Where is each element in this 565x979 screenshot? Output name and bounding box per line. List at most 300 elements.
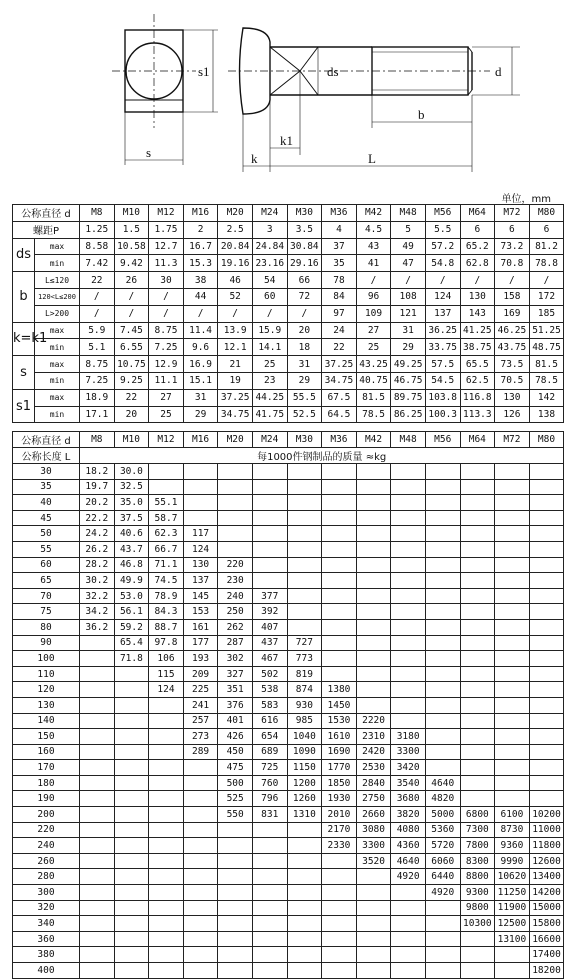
mass-value: 62.3 [149,526,184,542]
mass-value: 2530 [356,760,391,776]
mass-value: 3080 [356,822,391,838]
mass-value: 7800 [460,838,495,854]
mass-value [287,510,322,526]
mass-value: 13400 [529,869,564,885]
mass-value [252,963,287,979]
pitch-value: 6 [529,221,564,238]
dimension-symbol: s [13,356,35,390]
mass-value: 273 [183,729,218,745]
mass-value [356,588,391,604]
pitch-label: 螺距P [13,221,80,238]
mass-value [80,822,115,838]
dimension-value: 65.2 [460,238,495,255]
size-header: M8 [80,432,115,448]
dimension-value: 78.5 [529,372,564,389]
dimension-value: 31 [391,322,426,339]
mass-value [149,713,184,729]
dimension-value: 41.75 [252,406,287,423]
dimension-value: / [529,272,564,289]
dimension-value: 29.16 [287,255,322,272]
dimension-value: 52 [218,288,253,305]
mass-value: 1310 [287,807,322,823]
mass-value: 5720 [425,838,460,854]
dimension-value: 16.7 [183,238,218,255]
mass-value: 1610 [322,729,357,745]
mass-value [80,682,115,698]
mass-value [252,916,287,932]
mass-value: 500 [218,775,253,791]
mass-value [391,541,426,557]
mass-value: 6100 [495,807,530,823]
mass-value: 4640 [425,775,460,791]
dimension-value: 72 [287,288,322,305]
dimension-value: 41 [356,255,391,272]
mass-value [356,900,391,916]
mass-value: 2170 [322,822,357,838]
mass-value: 241 [183,697,218,713]
dimension-value: 46.25 [495,322,530,339]
mass-value: 12500 [495,916,530,932]
dimension-value: 49.25 [391,356,426,373]
mass-value: 15000 [529,900,564,916]
mass-value [495,697,530,713]
dimension-value: 60 [252,288,287,305]
mass-value: 796 [252,791,287,807]
mass-value: 8300 [460,853,495,869]
mass-value: 36.2 [80,619,115,635]
mass-value [529,619,564,635]
mass-value [218,853,253,869]
mass-value [391,900,426,916]
mass-value: 351 [218,682,253,698]
mass-value: 12600 [529,853,564,869]
mass-value [460,604,495,620]
mass-value [287,526,322,542]
mass-value: 1770 [322,760,357,776]
mass-value [356,510,391,526]
mass-value [183,791,218,807]
mass-value: 177 [183,635,218,651]
mass-value: 8800 [460,869,495,885]
mass-value [149,791,184,807]
mass-value [391,682,426,698]
dimension-value: 113.3 [460,406,495,423]
mass-value: 2420 [356,744,391,760]
mass-value [80,931,115,947]
size-header: M48 [391,205,426,222]
mass-value: 5360 [425,822,460,838]
mass-value [322,947,357,963]
dimension-value: 116.8 [460,389,495,406]
dimension-value: 25 [149,406,184,423]
length-value: 130 [13,697,80,713]
dimension-value: 12.9 [149,356,184,373]
dimension-value: 17.1 [80,406,115,423]
mass-value: 437 [252,635,287,651]
mass-value [391,604,426,620]
mass-value: 55.1 [149,495,184,511]
mass-value: 287 [218,635,253,651]
mass-value [529,526,564,542]
mass-value [183,775,218,791]
mass-value [149,744,184,760]
mass-caption: 每1000件钢制品的质量 ≈kg [80,448,564,464]
length-value: 400 [13,963,80,979]
mass-value [425,729,460,745]
mass-value: 35.0 [114,495,149,511]
dimension-symbol: b [13,272,35,322]
mass-value: 3180 [391,729,426,745]
mass-value [425,588,460,604]
dimension-value: 23.16 [252,255,287,272]
dimension-value: 47 [391,255,426,272]
table-row [13,604,564,620]
mass-value: 9360 [495,838,530,854]
mass-value: 2010 [322,807,357,823]
dimension-value: 65.5 [460,356,495,373]
pitch-value: 4.5 [356,221,391,238]
size-header: M48 [391,432,426,448]
length-value: 80 [13,619,80,635]
mass-value [460,791,495,807]
mass-value: 40.6 [114,526,149,542]
mass-value: 6440 [425,869,460,885]
dimension-value: 25 [356,339,391,356]
length-value: 40 [13,495,80,511]
mass-value: 874 [287,682,322,698]
mass-value [218,510,253,526]
mass-value [356,541,391,557]
mass-value: 289 [183,744,218,760]
length-value: 170 [13,760,80,776]
dimension-value: 15.3 [183,255,218,272]
mass-value [287,464,322,480]
dimension-value: 43 [356,238,391,255]
mass-value [149,853,184,869]
dimension-value: 19 [218,372,253,389]
mass-value: 2330 [322,838,357,854]
mass-value [529,713,564,729]
mass-value: 49.9 [114,573,149,589]
mass-value: 727 [287,635,322,651]
mass-value: 302 [218,651,253,667]
mass-value [322,651,357,667]
length-value: 220 [13,822,80,838]
dimension-value: 37 [322,238,357,255]
dimension-symbol: s1 [13,389,35,423]
bolt-drawing [0,0,565,190]
dimension-value: 21 [218,356,253,373]
dimension-value: 130 [495,389,530,406]
mass-value [425,495,460,511]
mass-value [495,588,530,604]
mass-value [391,510,426,526]
dimension-value: 8.58 [80,238,115,255]
table-row [13,651,564,667]
dimension-subrow-label: max [35,322,80,339]
mass-value: 1380 [322,682,357,698]
mass-value [252,510,287,526]
mass-value [529,760,564,776]
dimension-value: 29 [287,372,322,389]
mass-value [322,635,357,651]
dimension-value: 11.4 [183,322,218,339]
mass-value: 24.2 [80,526,115,542]
size-header: M42 [356,432,391,448]
dimension-value: 57.2 [425,238,460,255]
size-header: M56 [425,205,460,222]
mass-value: 124 [149,682,184,698]
dimension-row [13,305,564,322]
dimension-value: 81.5 [529,356,564,373]
mass-value [322,464,357,480]
table-row [13,791,564,807]
dimension-value: 36.25 [425,322,460,339]
mass-value: 550 [218,807,253,823]
dimension-value: 7.25 [80,372,115,389]
mass-value: 220 [218,557,253,573]
dimension-value: 169 [495,305,530,322]
mass-value: 32.2 [80,588,115,604]
dimension-value: 108 [391,288,426,305]
dim-k-label: k [251,151,258,166]
nominal-diameter-label: 公称直径 d [13,205,80,222]
dimension-value: / [391,272,426,289]
mass-value [183,885,218,901]
mass-value [425,931,460,947]
mass-value: 26.2 [80,541,115,557]
dimension-value: 31 [287,356,322,373]
mass-value [356,869,391,885]
pitch-value: 4 [322,221,357,238]
mass-value [460,963,495,979]
mass-value: 10620 [495,869,530,885]
mass-value [356,526,391,542]
mass-value [218,838,253,854]
header-row [13,205,564,222]
mass-value: 56.1 [114,604,149,620]
mass-value: 985 [287,713,322,729]
mass-value: 71.8 [114,651,149,667]
mass-value [425,635,460,651]
dimensions-table [12,204,564,423]
pitch-value: 3 [252,221,287,238]
mass-value [529,729,564,745]
mass-value: 145 [183,588,218,604]
length-value: 300 [13,885,80,901]
dimension-value: 137 [425,305,460,322]
mass-value: 2660 [356,807,391,823]
mass-value [114,807,149,823]
mass-value [529,775,564,791]
size-header: M80 [529,205,564,222]
dimension-value: 29 [183,406,218,423]
mass-value: 46.8 [114,557,149,573]
mass-value [391,495,426,511]
size-header: M10 [114,205,149,222]
mass-value [287,573,322,589]
dimension-value: 138 [529,406,564,423]
mass-value [114,931,149,947]
mass-value: 407 [252,619,287,635]
mass-value [529,682,564,698]
dimension-value: 14.1 [252,339,287,356]
mass-value: 401 [218,713,253,729]
mass-value: 4820 [425,791,460,807]
dim-s1-label: s1 [198,64,210,79]
mass-value [391,464,426,480]
mass-value [114,853,149,869]
dimension-subrow-label: L≤120 [35,272,80,289]
table-row [13,885,564,901]
mass-value [460,713,495,729]
mass-value [460,744,495,760]
mass-value [460,495,495,511]
mass-value: 377 [252,588,287,604]
mass-value: 17400 [529,947,564,963]
mass-value [425,541,460,557]
mass-value [356,495,391,511]
dimension-value: 81.5 [356,389,391,406]
pitch-value: 1.75 [149,221,184,238]
size-header: M30 [287,205,322,222]
pitch-value: 1.25 [80,221,115,238]
length-value: 60 [13,557,80,573]
mass-value [114,666,149,682]
mass-value [529,479,564,495]
mass-value: 53.0 [114,588,149,604]
table-row [13,713,564,729]
mass-value [391,916,426,932]
mass-value [495,666,530,682]
mass-value [529,697,564,713]
mass-value: 230 [218,573,253,589]
mass-value [391,885,426,901]
mass-value [322,869,357,885]
mass-value [495,557,530,573]
mass-value [80,947,115,963]
mass-value [80,885,115,901]
dimension-row [13,406,564,423]
dimension-symbol: k=k1 [13,322,35,356]
size-header: M36 [322,432,357,448]
length-value: 340 [13,916,80,932]
mass-value: 130 [183,557,218,573]
mass-value [149,807,184,823]
dimension-value: 130 [460,288,495,305]
dimension-value: 38 [183,272,218,289]
dim-d-label: d [495,64,502,79]
length-value: 360 [13,931,80,947]
mass-value [460,775,495,791]
dimension-value: 67.5 [322,389,357,406]
length-value: 50 [13,526,80,542]
mass-value [183,807,218,823]
dimension-value: 22 [80,272,115,289]
dimension-subrow-label: min [35,372,80,389]
mass-value [252,885,287,901]
dimension-subrow-label: L>200 [35,305,80,322]
mass-value [80,807,115,823]
mass-value [356,651,391,667]
pitch-value: 5 [391,221,426,238]
table-row [13,573,564,589]
dimension-value: 86.25 [391,406,426,423]
mass-value: 2840 [356,775,391,791]
dimension-value: 81.2 [529,238,564,255]
mass-value [80,713,115,729]
mass-value [114,869,149,885]
mass-value: 773 [287,651,322,667]
dim-L-label: L [368,151,376,166]
mass-value [287,963,322,979]
mass-value [287,541,322,557]
mass-value [460,557,495,573]
mass-value [114,682,149,698]
mass-value [356,619,391,635]
dimension-value: 8.75 [80,356,115,373]
mass-value: 2310 [356,729,391,745]
mass-value [114,744,149,760]
dimension-value: 172 [529,288,564,305]
mass-value: 1530 [322,713,357,729]
mass-value: 97.8 [149,635,184,651]
mass-value [183,947,218,963]
dimension-value: 46 [218,272,253,289]
dimension-value: 34.75 [218,406,253,423]
mass-value [425,713,460,729]
mass-value [114,791,149,807]
mass-value [218,822,253,838]
mass-value: 467 [252,651,287,667]
mass-value [391,635,426,651]
table-row [13,931,564,947]
mass-value [183,495,218,511]
mass-value [80,666,115,682]
mass-value [322,604,357,620]
mass-value [460,588,495,604]
mass-value [495,619,530,635]
mass-value [218,885,253,901]
mass-value [114,963,149,979]
mass-value [460,619,495,635]
dimension-value: 34.75 [322,372,357,389]
mass-value: 930 [287,697,322,713]
dimension-value: 20.84 [218,238,253,255]
mass-value [529,464,564,480]
dimension-value: 10.75 [114,356,149,373]
mass-value: 71.1 [149,557,184,573]
mass-value [322,541,357,557]
table-row [13,588,564,604]
dimension-value: 13.9 [218,322,253,339]
dimension-value: 124 [425,288,460,305]
table-row [13,869,564,885]
mass-value: 819 [287,666,322,682]
mass-value [114,900,149,916]
mass-value: 240 [218,588,253,604]
mass-value [425,526,460,542]
size-header: M64 [460,205,495,222]
dimension-value: / [460,272,495,289]
size-header: M72 [495,205,530,222]
table-row [13,853,564,869]
mass-value [114,822,149,838]
mass-value [425,479,460,495]
mass-value [287,557,322,573]
mass-value: 257 [183,713,218,729]
mass-value: 65.4 [114,635,149,651]
